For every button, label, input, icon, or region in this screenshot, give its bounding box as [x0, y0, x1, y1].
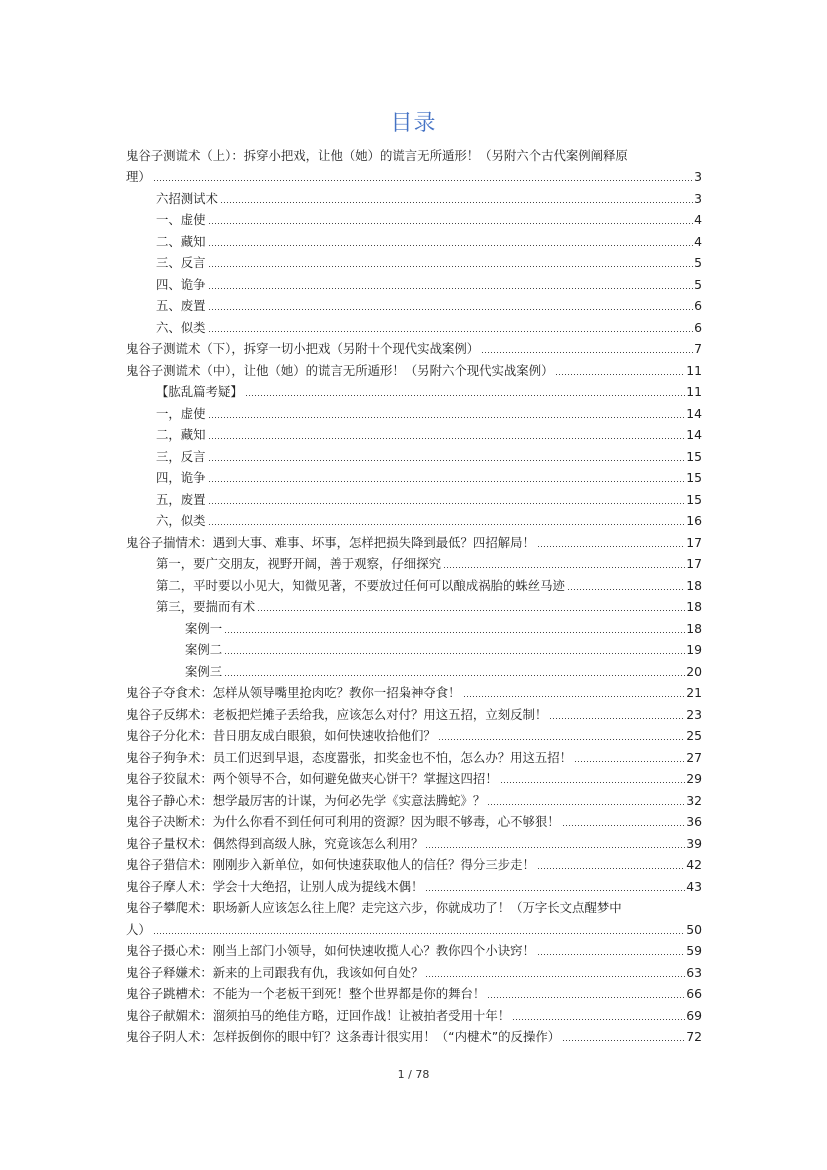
toc-entry[interactable]	[126, 295, 702, 317]
toc-entry-page-number: 18	[686, 599, 702, 614]
toc-entry[interactable]	[126, 467, 702, 489]
toc-entry-title: 五、废置	[156, 298, 206, 313]
toc-entry-title: 六招测试术	[156, 190, 218, 206]
toc-entry-title: 三、反言	[156, 255, 206, 270]
toc-entry[interactable]	[126, 381, 702, 403]
toc-entry-title: 鬼谷子摩人术：学会十大绝招，让别人成为提线木偶！	[126, 878, 424, 894]
toc-entry-title: 鬼谷子摄心术：刚当上部门小领导，如何快速收揽人心？教你四个小诀窍！	[126, 943, 535, 958]
toc-entry[interactable]	[126, 187, 702, 209]
toc-entry-title: 二、藏知	[156, 233, 206, 249]
toc-entry[interactable]	[126, 209, 702, 231]
dot-leader	[549, 714, 685, 720]
dot-leader	[512, 1015, 685, 1021]
toc-entry-title: 鬼谷子夺食术：怎样从领导嘴里抢肉吃？教你一招枭神夺食！	[126, 685, 461, 700]
toc-entry[interactable]	[126, 746, 702, 768]
toc-entry[interactable]	[126, 1026, 702, 1048]
toc-entry-page-number: 15	[686, 491, 702, 507]
dot-leader	[574, 757, 685, 763]
toc-entry[interactable]	[126, 639, 702, 661]
toc-entry-page-number: 27	[686, 749, 702, 765]
dot-leader	[208, 327, 694, 333]
toc-entry-title: 鬼谷子献媚术：溜须拍马的绝佳方略，迂回作战！让被拍者受用十年！	[126, 1007, 511, 1023]
toc-entry[interactable]	[126, 617, 702, 639]
dot-leader	[537, 864, 685, 870]
toc-entry-title: 四，诡争	[156, 470, 206, 485]
toc-entry[interactable]	[126, 359, 702, 381]
toc-entry[interactable]	[126, 574, 702, 596]
toc-entry-page-number: 21	[686, 685, 702, 700]
toc-entry-page-number: 3	[694, 190, 702, 206]
toc-entry-title-continuation: 人）	[126, 921, 151, 937]
dot-leader	[463, 692, 686, 698]
toc-entry-line[interactable]	[126, 166, 702, 188]
toc-entry-title: 鬼谷子测谎术（下），拆穿一切小把戏（另附十个现代实战案例）	[126, 341, 480, 356]
dot-leader	[153, 929, 685, 935]
toc-entry[interactable]	[126, 445, 702, 467]
dot-leader	[224, 628, 685, 634]
dot-leader	[208, 499, 686, 505]
toc-entry-page-number: 39	[686, 835, 702, 851]
toc-entry-title: 第三，要揣而有术	[156, 599, 256, 614]
dot-leader	[224, 649, 685, 655]
toc-entry-title: 六，似类	[156, 513, 206, 528]
toc-entry-line[interactable]	[126, 918, 702, 940]
toc-entry-title: 案例二	[185, 642, 223, 657]
dot-leader	[425, 886, 685, 892]
toc-entry[interactable]	[126, 510, 702, 532]
dot-leader	[500, 778, 686, 784]
toc-entry-line[interactable]	[126, 897, 702, 919]
toc-entry[interactable]	[126, 789, 702, 811]
toc-entry-title: 鬼谷子跳槽术：不能为一个老板干到死！整个世界都是你的舞台！	[126, 986, 486, 1001]
toc-entry-page-number: 66	[686, 986, 702, 1001]
toc-entry[interactable]	[126, 983, 702, 1005]
dot-leader	[208, 305, 694, 311]
toc-entry-page-number: 14	[686, 427, 702, 442]
toc-entry-page-number: 5	[694, 255, 702, 270]
page-title: 目录	[390, 111, 437, 136]
toc-entry-line[interactable]	[126, 144, 702, 166]
toc-entry-page-number: 4	[694, 233, 702, 249]
toc-entry[interactable]	[126, 1004, 702, 1026]
toc-entry-page-number: 14	[686, 405, 702, 421]
toc-entry[interactable]	[126, 488, 702, 510]
dot-leader	[537, 950, 685, 956]
toc-entry-title: 三，反言	[156, 448, 206, 464]
dot-leader	[220, 198, 693, 204]
dot-leader	[487, 800, 685, 806]
toc-entry-title: 鬼谷子反绑术：老板把烂摊子丢给我，应该怎么对付？用这五招，立刻反制！	[126, 706, 548, 722]
page-number-footer: 1 / 78	[397, 1068, 430, 1081]
dot-leader	[481, 348, 693, 354]
dot-leader	[555, 370, 685, 376]
toc-entry-page-number: 7	[694, 341, 702, 356]
toc-entry-page-number: 17	[686, 556, 702, 571]
toc-entry-page-number: 15	[686, 448, 702, 464]
toc-entry-title: 鬼谷子决断术：为什么你看不到任何可利用的资源？因为眼不够毒，心不够狠！	[126, 814, 560, 829]
toc-entry-title: 案例三	[185, 663, 223, 679]
toc-entry[interactable]	[126, 252, 702, 274]
toc-entry-title: 案例一	[185, 620, 223, 636]
toc-entry-title: 鬼谷子阴人术：怎样扳倒你的眼中钉？这条毒计很实用！（“内楗术”的反操作）	[126, 1029, 561, 1044]
dot-leader	[443, 563, 685, 569]
toc-entry[interactable]	[126, 725, 702, 747]
dot-leader	[208, 477, 686, 483]
dot-leader	[562, 1036, 685, 1042]
dot-leader	[487, 993, 685, 999]
dot-leader	[567, 585, 685, 591]
toc-entry-page-number: 19	[686, 642, 702, 657]
toc-entry-title-continuation: 理）	[126, 169, 151, 184]
dot-leader	[562, 821, 686, 827]
toc-entry-page-number: 4	[694, 212, 702, 227]
toc-entry-title: 鬼谷子揣情术：遇到大事、难事、坏事，怎样把损失降到最低？四招解局！	[126, 534, 535, 550]
toc-entry-page-number: 16	[686, 513, 702, 528]
dot-leader	[208, 219, 694, 225]
toc-entry-title: 鬼谷子狡鼠术：两个领导不合，如何避免做夹心饼干？掌握这四招！	[126, 771, 498, 786]
dot-leader	[425, 843, 685, 849]
toc-entry-page-number: 42	[686, 857, 702, 872]
toc-entry-page-number: 23	[686, 706, 702, 722]
toc-entry-page-number: 11	[686, 384, 702, 399]
dot-leader	[208, 284, 694, 290]
toc-entry[interactable]	[126, 703, 702, 725]
toc-entry-page-number: 6	[694, 319, 702, 335]
toc-entry[interactable]	[126, 854, 702, 876]
toc-entry[interactable]	[126, 424, 702, 446]
toc-entry[interactable]	[126, 273, 702, 295]
dot-leader	[245, 391, 685, 397]
dot-leader	[438, 735, 685, 741]
toc-entry-title: 六、似类	[156, 319, 206, 335]
toc-entry-page-number: 43	[686, 878, 702, 894]
toc-entry-title: 四、诡争	[156, 276, 206, 292]
toc-entry-title: 一，虚使	[156, 405, 206, 421]
toc-entry-page-number: 5	[694, 276, 702, 292]
toc-entry-page-number: 3	[694, 169, 702, 184]
toc-entry-page-number: 25	[686, 728, 702, 743]
toc-entry-title: 鬼谷子测谎术（中），让他（她）的谎言无所遁形！（另附六个现代实战案例）	[126, 362, 554, 378]
toc-entry-title: 鬼谷子猎信术：刚刚步入新单位，如何快速获取他人的信任？得分三步走！	[126, 857, 535, 872]
dot-leader	[208, 456, 686, 462]
dot-leader	[208, 520, 686, 526]
toc-entry[interactable]	[126, 768, 702, 790]
dot-leader	[208, 434, 686, 440]
dot-leader	[537, 542, 685, 548]
toc-entry-page-number: 29	[686, 771, 702, 786]
toc-entry-page-number: 59	[686, 943, 702, 958]
toc-entry[interactable]	[126, 316, 702, 338]
toc-entry-title: 鬼谷子静心术：想学最厉害的计谋，为何必先学《实意法腾蛇》？	[126, 792, 486, 808]
toc-entry-title: 一、虚使	[156, 212, 206, 227]
toc-entry-page-number: 18	[686, 577, 702, 593]
toc-entry-page-number: 15	[686, 470, 702, 485]
toc-entry-title: 鬼谷子分化术：昔日朋友成白眼狼，如何快速收拾他们？	[126, 728, 436, 743]
toc-entry-page-number: 36	[686, 814, 702, 829]
toc-entry[interactable]	[126, 596, 702, 618]
dot-leader	[208, 413, 686, 419]
dot-leader	[224, 671, 685, 677]
toc-entry-page-number: 50	[686, 921, 702, 937]
toc-entry-title: 第二，平时要以小见大，知微见著，不要放过任何可以酿成祸胎的蛛丝马迹	[156, 577, 565, 593]
toc-entry[interactable]	[126, 811, 702, 833]
toc-entry[interactable]	[126, 940, 702, 962]
dot-leader	[208, 262, 694, 268]
toc-entry-page-number: 20	[686, 663, 702, 679]
toc-entry[interactable]	[126, 338, 702, 360]
toc-entry-title: 五，废置	[156, 491, 206, 507]
toc-entry-page-number: 69	[686, 1007, 702, 1023]
toc-entry-page-number: 18	[686, 620, 702, 636]
table-of-contents	[126, 144, 702, 1047]
toc-entry-page-number: 72	[686, 1029, 702, 1044]
toc-entry[interactable]	[126, 832, 702, 854]
dot-leader	[257, 606, 685, 612]
toc-entry-title: 【肱乱篇考疑】	[156, 384, 243, 399]
toc-entry[interactable]	[126, 961, 702, 983]
toc-entry-page-number: 11	[686, 362, 702, 378]
toc-entry-page-number: 6	[694, 298, 702, 313]
toc-entry-title: 鬼谷子攀爬术：职场新人应该怎么往上爬？走完这六步，你就成功了！（万字长文点醒梦中	[126, 900, 622, 915]
dot-leader	[425, 972, 685, 978]
dot-leader	[208, 241, 694, 247]
toc-entry-page-number: 63	[686, 964, 702, 980]
toc-entry-title: 鬼谷子测谎术（上）：拆穿小把戏，让他（她）的谎言无所遁形！（另附六个古代案例阐释原	[126, 147, 628, 163]
toc-entry[interactable]	[126, 660, 702, 682]
toc-entry[interactable]	[126, 682, 702, 704]
dot-leader	[153, 176, 693, 182]
toc-entry-title: 第一，要广交朋友，视野开阔，善于观察，仔细探究	[156, 556, 441, 571]
toc-entry[interactable]	[126, 531, 702, 553]
toc-entry-page-number: 32	[686, 792, 702, 808]
toc-entry[interactable]	[126, 875, 702, 897]
toc-entry[interactable]	[126, 402, 702, 424]
toc-entry-title: 鬼谷子狗争术：员工们迟到早退，态度嚣张，扣奖金也不怕，怎么办？用这五招！	[126, 749, 573, 765]
toc-entry[interactable]	[126, 553, 702, 575]
toc-entry[interactable]	[126, 230, 702, 252]
toc-entry-title: 鬼谷子量权术：偶然得到高级人脉，究竟该怎么利用？	[126, 835, 424, 851]
toc-entry-page-number: 17	[686, 534, 702, 550]
toc-entry-title: 鬼谷子释嫌术：新来的上司跟我有仇，我该如何自处？	[126, 964, 424, 980]
toc-entry-title: 二，藏知	[156, 427, 206, 442]
